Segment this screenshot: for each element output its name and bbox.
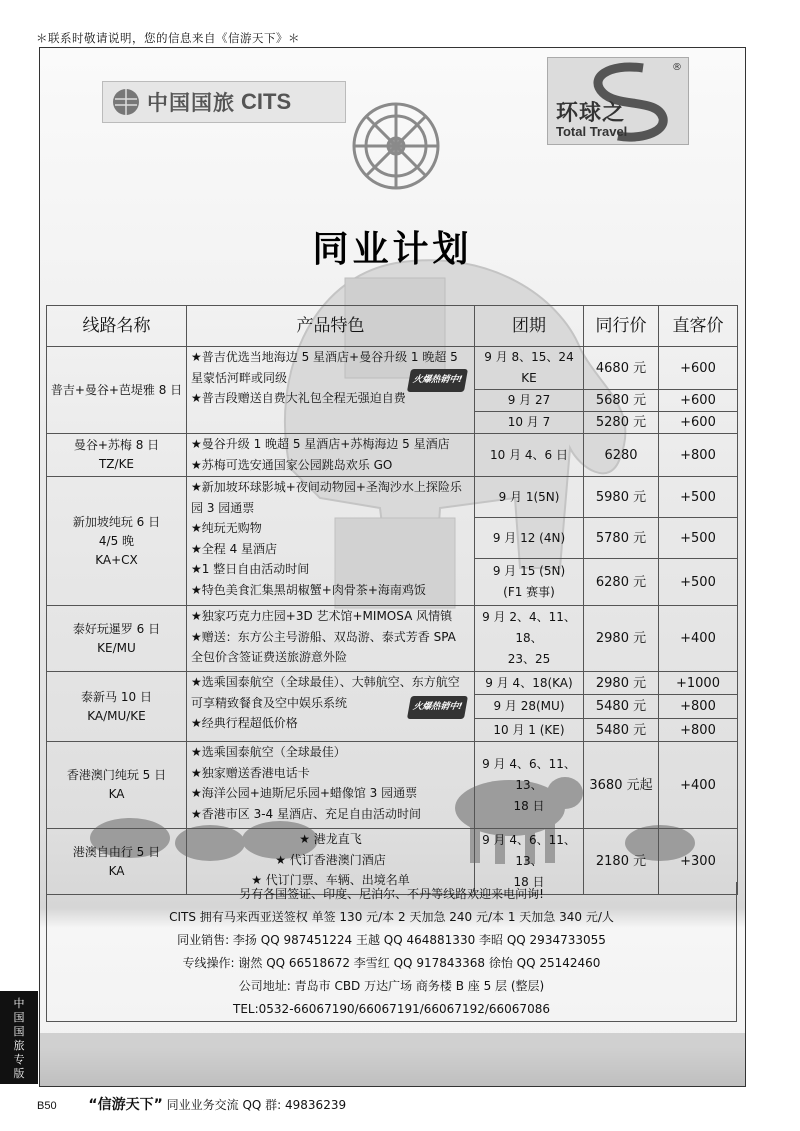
header-route: 线路名称 xyxy=(47,306,187,347)
company-phone: TEL:0532-66067190/66067191/66067192/66067086 xyxy=(233,1002,550,1016)
direct-price: +600 xyxy=(659,347,738,390)
peer-price: 4680 元 xyxy=(584,347,659,390)
footer-brand: “信游天下” xyxy=(88,1097,163,1113)
direct-price: +800 xyxy=(659,695,738,719)
header-direct-price: 直客价 xyxy=(659,306,738,347)
total-travel-logo xyxy=(547,57,689,145)
page-frame xyxy=(39,47,746,1087)
direct-price: +500 xyxy=(659,559,738,606)
sales-contacts: 同业销售: 李扬 QQ 987451224 王越 QQ 464881330 李昭 QQ 2934733055 xyxy=(177,933,606,947)
dharma-wheel-icon xyxy=(354,104,438,188)
table-row xyxy=(47,672,738,695)
operation-contacts: 专线操作: 谢然 QQ 66518672 李雪红 QQ 917843368 徐怡 QQ 25142460 xyxy=(182,956,601,970)
tour-date: 10 月 4、6 日 xyxy=(475,434,584,477)
contact-info-box xyxy=(46,882,737,1022)
route-name: 泰好玩暹罗 6 日 KE/MU xyxy=(47,606,187,672)
peer-price: 2980 元 xyxy=(584,672,659,695)
peer-price: 2980 元 xyxy=(584,606,659,672)
tour-date: 9 月 4、6、11、13、 18 日 xyxy=(475,829,584,895)
route-name: 普吉+曼谷+芭堤雅 8 日 xyxy=(47,347,187,434)
page-title: 同业计划 xyxy=(312,229,473,270)
route-features: ★普吉优选当地海边 5 星酒店+曼谷升级 1 晚超 5 星蒙恬河畔或同级 ★普吉段赠送自费大礼包全程无强迫自费 火爆热销中! xyxy=(187,347,475,434)
cits-logo xyxy=(102,81,346,123)
direct-price: +400 xyxy=(659,742,738,829)
peer-price: 2180 元 xyxy=(584,829,659,895)
table-row xyxy=(47,742,738,829)
tour-date: 10 月 7 xyxy=(475,412,584,434)
table-header-row xyxy=(47,306,738,347)
direct-price: +600 xyxy=(659,390,738,412)
table-row xyxy=(47,606,738,672)
direct-price: +600 xyxy=(659,412,738,434)
hot-sale-badge: 火爆热销中! xyxy=(407,369,468,392)
tour-plan-table xyxy=(46,305,738,895)
tour-date: 9 月 1(5N) xyxy=(475,477,584,518)
route-features: ★独家巧克力庄园+3D 艺术馆+MIMOSA 风情镇 ★赠送：东方公主号游船、双岛游、泰式芳香 SPA 全包价含签证费送旅游意外险 xyxy=(187,606,475,672)
page-number: B50 xyxy=(37,1100,57,1112)
route-features: ★选乘国泰航空（全球最佳）、大韩航空、东方航空 可享精致餐食及空中娱乐系统 ★经典行程超低价格 火爆热销中! xyxy=(187,672,475,742)
tour-date: 9 月 15 (5N) (F1 赛事) xyxy=(475,559,584,606)
direct-price: +800 xyxy=(659,434,738,477)
route-features: ★ 港龙直飞 ★ 代订香港澳门酒店 ★ 代订门票、车辆、出境名单 xyxy=(187,829,475,895)
cits-globe-icon xyxy=(111,87,141,117)
other-visa-note: 另有各国签证、印度、尼泊尔、不丹等线路欢迎来电问询! xyxy=(239,887,544,901)
peer-price: 3680 元起 xyxy=(584,742,659,829)
route-features: ★新加坡环球影城+夜间动物园+圣淘沙水上探险乐 园 3 园通票 ★纯玩无购物 ★全程 4 星酒店 ★1 整日自由活动时间 ★特色美食汇集黑胡椒蟹+肉骨茶+海南鸡饭 xyxy=(187,477,475,606)
direct-price: +300 xyxy=(659,829,738,895)
table-row xyxy=(47,347,738,390)
tour-date: 9 月 2、4、11、18、 23、25 xyxy=(475,606,584,672)
tour-date: 9 月 12 (4N) xyxy=(475,518,584,559)
direct-price: +1000 xyxy=(659,672,738,695)
footer-qq-group: 同业业务交流 QQ 群: 49836239 xyxy=(166,1098,347,1112)
total-travel-logo-en: Total Travel xyxy=(556,124,628,139)
peer-price: 5480 元 xyxy=(584,719,659,742)
cits-logo-en: CITS xyxy=(241,89,292,114)
peer-price: 6280 xyxy=(584,434,659,477)
direct-price: +500 xyxy=(659,477,738,518)
side-tab-cits-edition: 中 国 国 旅 专 版 xyxy=(0,991,38,1084)
route-name: 香港澳门纯玩 5 日 KA xyxy=(47,742,187,829)
route-name: 港澳自由行 5 日 KA xyxy=(47,829,187,895)
peer-price: 5980 元 xyxy=(584,477,659,518)
hot-sale-badge: 火爆热销中! xyxy=(407,696,468,719)
header-peer-price: 同行价 xyxy=(584,306,659,347)
peer-price: 5280 元 xyxy=(584,412,659,434)
tour-date: 9 月 28(MU) xyxy=(475,695,584,719)
route-name: 曼谷+苏梅 8 日 TZ/KE xyxy=(47,434,187,477)
route-features: ★曼谷升级 1 晚超 5 星酒店+苏梅海边 5 星酒店 ★苏梅可选安通国家公园跳岛欢乐 GO xyxy=(187,434,475,477)
direct-price: +400 xyxy=(659,606,738,672)
table-row xyxy=(47,477,738,518)
cits-logo-cn: 中国国旅 xyxy=(147,91,235,115)
peer-price: 5480 元 xyxy=(584,695,659,719)
direct-price: +500 xyxy=(659,518,738,559)
top-note: ＊联系时敬请说明，您的信息来自《信游天下》＊ xyxy=(36,31,300,45)
tour-date: 9 月 4、18(KA) xyxy=(475,672,584,695)
peer-price: 5780 元 xyxy=(584,518,659,559)
route-name: 泰新马 10 日 KA/MU/KE xyxy=(47,672,187,742)
route-features: ★选乘国泰航空（全球最佳） ★独家赠送香港电话卡 ★海洋公园+迪斯尼乐园+蜡像馆 3 园通票 ★香港市区 3-4 星酒店、充足自由活动时间 xyxy=(187,742,475,829)
header-dates: 团期 xyxy=(475,306,584,347)
visa-price-note: CITS 拥有马来西亚送签权 单签 130 元/本 2 天加急 240 元/本 1 天加急 340 元/人 xyxy=(169,910,614,924)
tour-date: 9 月 27 xyxy=(475,390,584,412)
tour-date: 10 月 1 (KE) xyxy=(475,719,584,742)
tour-date: 9 月 8、15、24 KE xyxy=(475,347,584,390)
page-footer xyxy=(37,1094,346,1114)
peer-price: 5680 元 xyxy=(584,390,659,412)
tour-date: 9 月 4、6、11、13、 18 日 xyxy=(475,742,584,829)
table-row xyxy=(47,434,738,477)
registered-mark: ® xyxy=(672,62,682,73)
header-features: 产品特色 xyxy=(187,306,475,347)
peer-price: 6280 元 xyxy=(584,559,659,606)
water-reflection xyxy=(40,1033,745,1086)
route-name: 新加坡纯玩 6 日 4/5 晚 KA+CX xyxy=(47,477,187,606)
company-address: 公司地址: 青岛市 CBD 万达广场 商务楼 B 座 5 层 (整层) xyxy=(238,979,545,993)
direct-price: +800 xyxy=(659,719,738,742)
total-travel-logo-cn: 环球之 xyxy=(556,101,626,126)
